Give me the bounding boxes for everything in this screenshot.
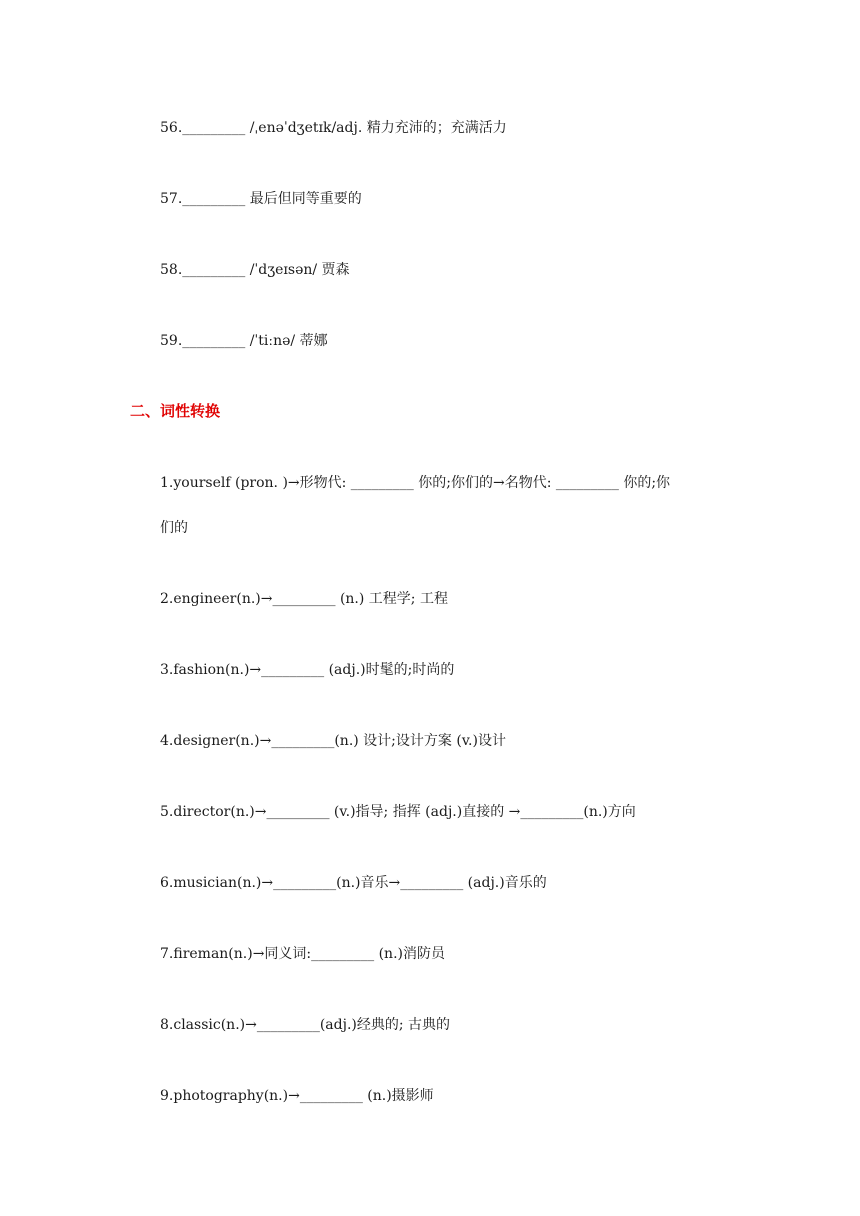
conversion-item-1: 1.yourself (pron. )→形物代: _________ 你的;你们的→名物代: _________ 你的;你 (160, 475, 671, 491)
conversion-item-5: 5.director(n.)→_________ (v.)指导; 指挥 (adj.)直接的 →_________(n.)方向 (160, 804, 636, 820)
section-heading: 二、词性转换 (130, 402, 221, 420)
conversion-item-7: 7.fireman(n.)→同义词:_________ (n.)消防员 (160, 946, 445, 962)
conversion-item-1-continued: 们的 (160, 520, 188, 536)
conversion-item-3: 3.fashion(n.)→_________ (adj.)时髦的;时尚的 (160, 662, 455, 678)
conversion-item-4: 4.designer(n.)→_________(n.) 设计;设计方案 (v.)设计 (160, 733, 506, 749)
conversion-item-6: 6.musician(n.)→_________(n.)音乐→_________ (adj.)音乐的 (160, 875, 547, 891)
conversion-item-9: 9.photography(n.)→_________ (n.)摄影师 (160, 1088, 434, 1104)
conversion-item-2: 2.engineer(n.)→_________ (n.) 工程学; 工程 (160, 591, 448, 607)
vocab-item-56: 56._________ /ˌenəˈdʒetɪk/adj. 精力充沛的；充满活力 (160, 120, 507, 136)
vocab-item-59: 59._________ /ˈtiːnə/ 蒂娜 (160, 333, 328, 349)
vocab-item-57: 57._________ 最后但同等重要的 (160, 191, 362, 207)
vocab-item-58: 58._________ /ˈdʒeɪsən/ 贾森 (160, 262, 350, 278)
conversion-item-8: 8.classic(n.)→_________(adj.)经典的; 古典的 (160, 1017, 451, 1033)
